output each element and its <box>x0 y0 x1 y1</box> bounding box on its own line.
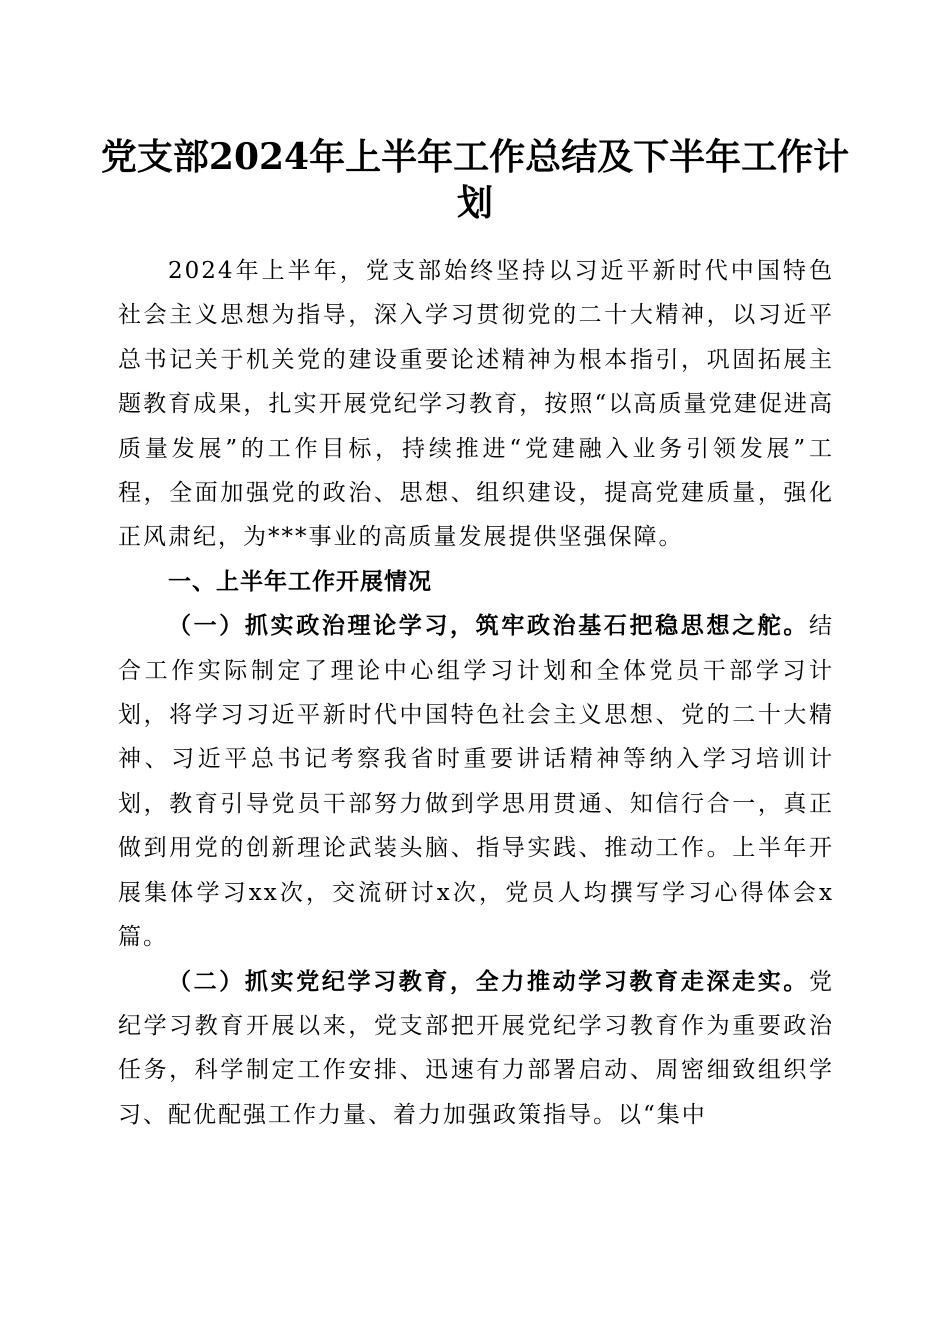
document-body <box>118 249 834 1137</box>
section-heading: 一、上半年工作开展情况 <box>168 568 432 595</box>
item-2-paragraph <box>118 960 834 1138</box>
document-title: 党支部2024年上半年工作总结及下半年工作计划 <box>100 136 850 224</box>
item-1-text: 结合工作实际制定了理论中心组学习计划和全体党员干部学习计划，将学习习近平新时代中国特色社会主义思想、党的二十大精神、习近平总书记考察我省时重要讲话精神等纳入学习培训计划，教育引导党员干部努力做到学思用贯通、知信行合一，真正做到用党的创新理论武装头脑、指导实践、推动工作。上半年开展集体学习xx次，交流研讨x次，党员人均撰写学习心得体会x篇。 <box>118 613 834 951</box>
item-2-lead: （二）抓实党纪学习教育，全力推动学习教育走深走实。 <box>168 967 809 995</box>
intro-paragraph: 2024年上半年，党支部始终坚持以习近平新时代中国特色社会主义思想为指导，深入学习贯彻党的二十大精神，以习近平总书记关于机关党的建设重要论述精神为根本指引，巩固拓展主题教育成果，扎实开展党纪学习教育，按照“以高质量党建促进高质量发展”的工作目标，持续推进“党建融入业务引领发展”工程，全面加强党的政治、思想、组织建设，提高党建质量，强化正风肃纪，为***事业的高质量发展提供坚强保障。 <box>118 258 834 551</box>
item-1-paragraph <box>118 604 834 959</box>
item-2-text: 党纪学习教育开展以来，党支部把开展党纪学习教育作为重要政治任务，科学制定工作安排、迅速有力部署启动、周密细致组织学习、配优配强工作力量、着力加强政策指导。以“集中 <box>118 968 834 1128</box>
item-1-lead: （一）抓实政治理论学习，筑牢政治基石把稳思想之舵。 <box>168 612 809 640</box>
